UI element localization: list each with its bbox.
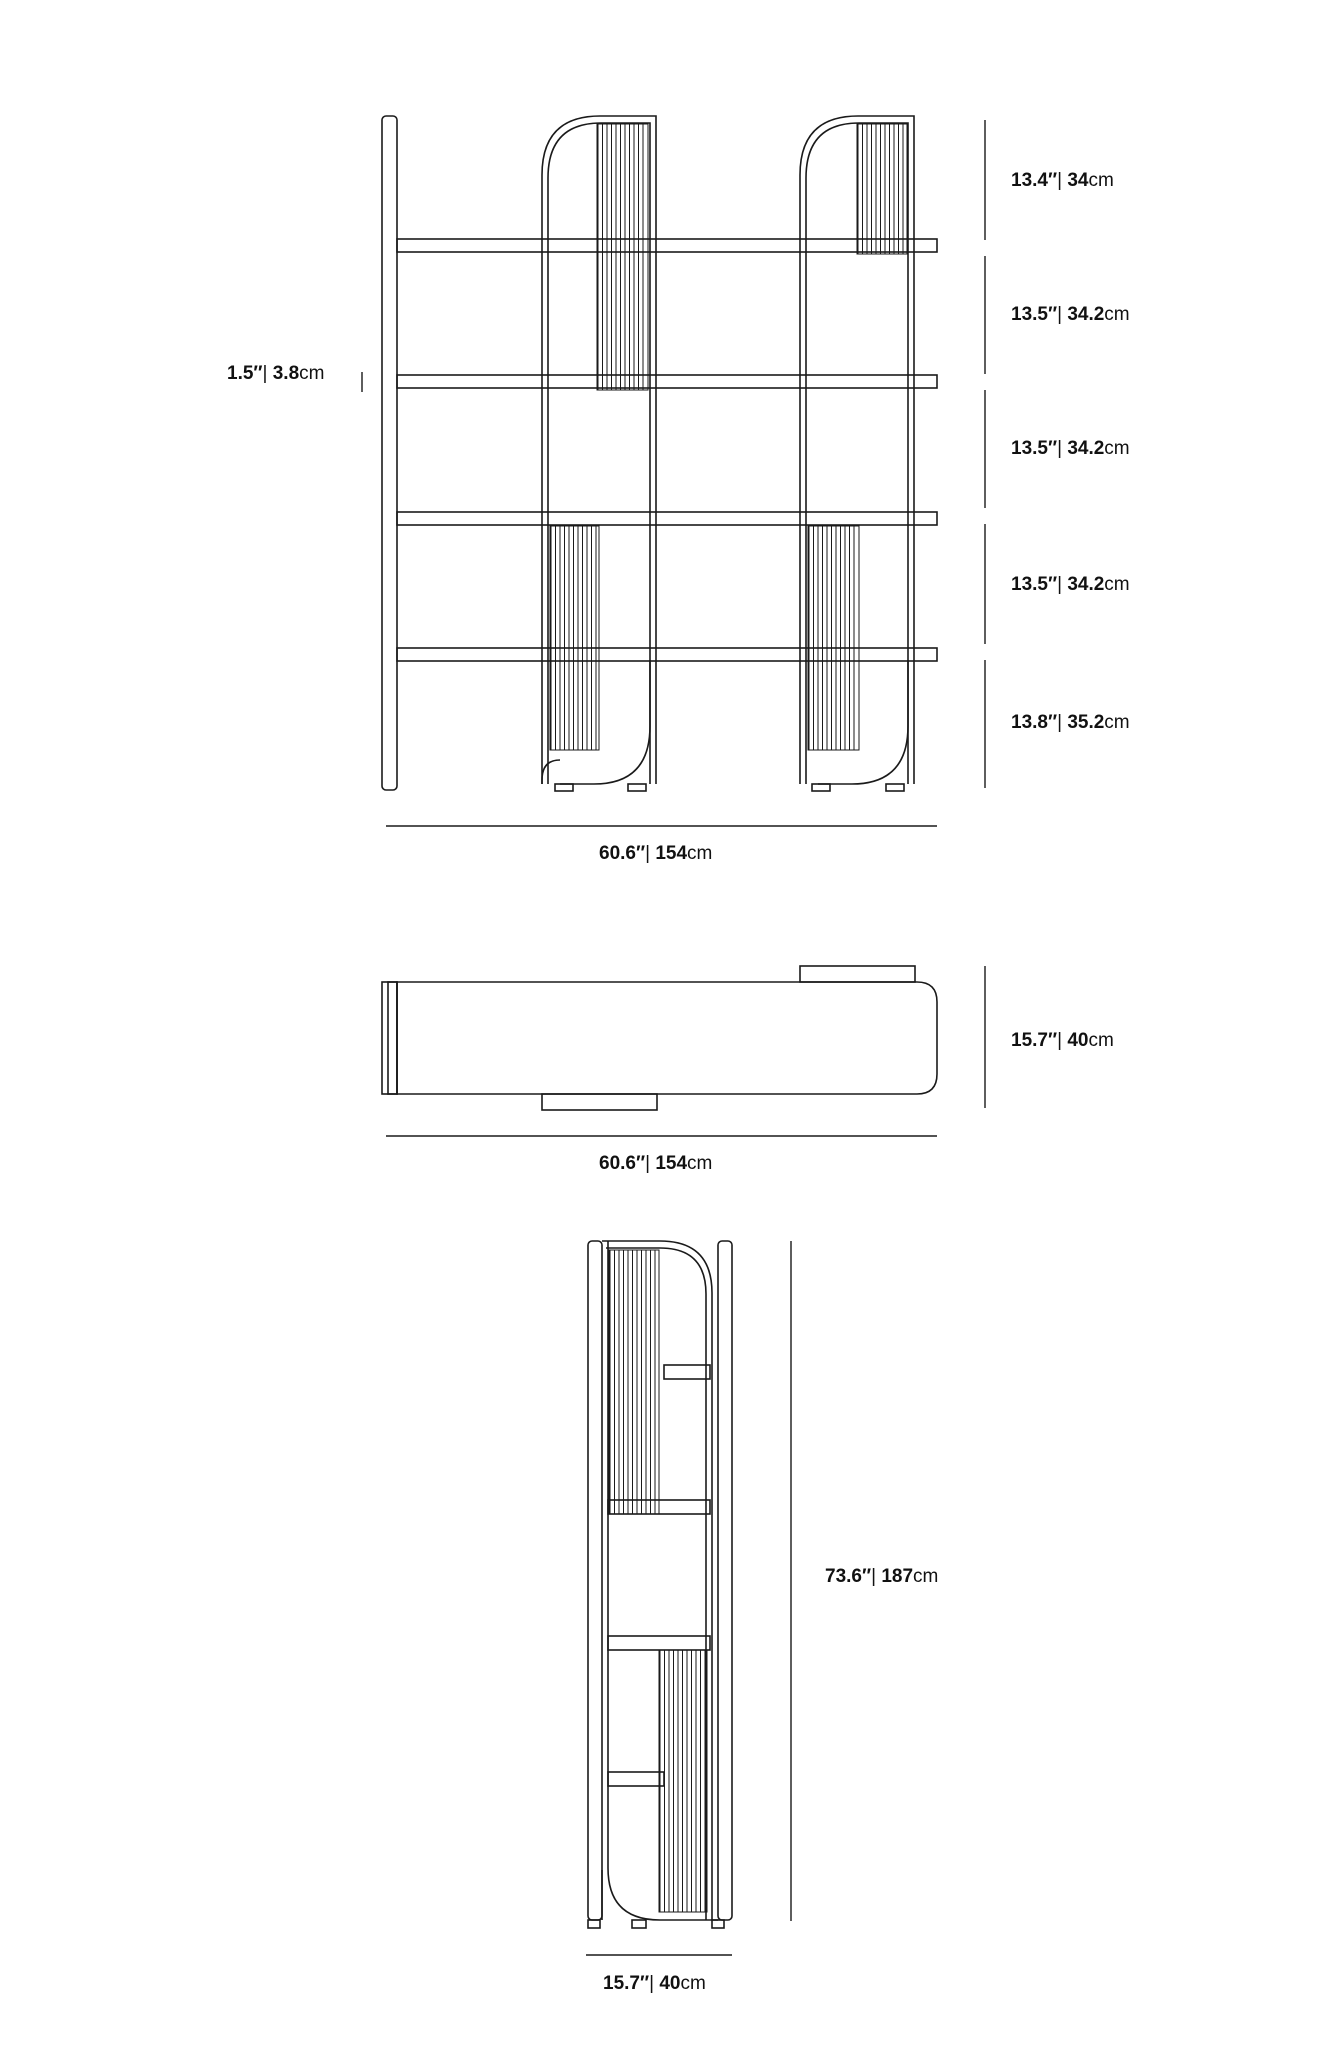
front-height-2-label: 13.5″| 34.2cm	[1011, 304, 1130, 325]
side-depth-label: 15.7″| 40cm	[603, 1973, 706, 1994]
shelf-4	[397, 648, 937, 661]
side-slat-panels	[609, 1250, 707, 1912]
slat-panel-outline	[808, 526, 859, 750]
front-height-5-label: 13.8″| 35.2cm	[1011, 712, 1130, 733]
front-height-3-label: 13.5″| 34.2cm	[1011, 438, 1130, 459]
top-left-panel-inner	[388, 982, 397, 1094]
side-view	[586, 1241, 791, 1955]
slat-panels	[550, 124, 907, 750]
foot	[812, 784, 830, 791]
top-width-label: 60.6″| 154cm	[599, 1153, 713, 1174]
side-shelf	[608, 1772, 664, 1786]
shelf-2	[397, 375, 937, 388]
side-right-panel	[718, 1241, 732, 1920]
front-height-4-label: 13.5″| 34.2cm	[1011, 574, 1130, 595]
front-dimension-lines	[362, 120, 985, 826]
side-height-label: 73.6″| 187cm	[825, 1566, 939, 1587]
slat-panel-outline	[857, 124, 907, 254]
slat-panel-outline	[597, 124, 648, 390]
top-frame-right	[800, 966, 915, 982]
front-height-1-label: 13.4″| 34cm	[1011, 170, 1114, 191]
shelf-1	[397, 239, 937, 252]
front-width-label: 60.6″| 154cm	[599, 843, 713, 864]
slat-panel-outline	[609, 1250, 659, 1514]
foot	[628, 784, 646, 791]
left-side-panel	[382, 116, 397, 790]
foot	[588, 1920, 600, 1928]
top-left-panel	[382, 982, 397, 1094]
side-left-panel	[588, 1241, 602, 1920]
shelf-3	[397, 512, 937, 525]
front-shelves	[397, 239, 937, 661]
foot	[632, 1920, 646, 1928]
panel-thickness-label: 1.5″| 3.8cm	[227, 363, 325, 384]
top-frame-left	[542, 1094, 657, 1110]
side-shelf	[608, 1636, 710, 1650]
top-view	[382, 966, 985, 1136]
side-shelf	[664, 1365, 710, 1379]
foot	[886, 784, 904, 791]
top-shelf-outline	[397, 982, 937, 1094]
foot	[712, 1920, 724, 1928]
front-view	[382, 116, 937, 791]
top-depth-label: 15.7″| 40cm	[1011, 1030, 1114, 1051]
foot	[555, 784, 573, 791]
